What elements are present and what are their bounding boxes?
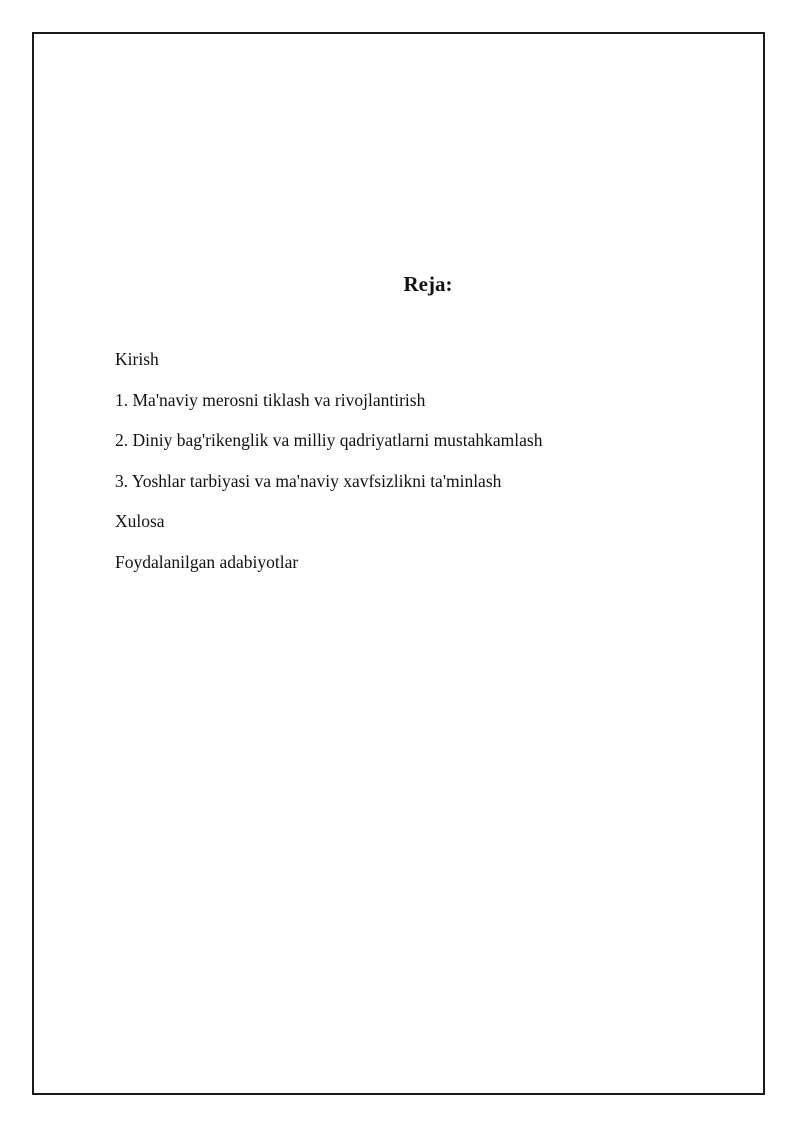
page-title: Reja: xyxy=(403,272,453,296)
plan-item-1: 1. Ma'naviy merosni tiklash va rivojlantirish xyxy=(115,389,426,410)
plan-item-introduction: Kirish xyxy=(115,349,159,369)
plan-item-conclusion: Xulosa xyxy=(115,511,165,531)
plan-list xyxy=(115,349,542,592)
plan-item-3: 3. Yoshlar tarbiyasi va ma'naviy xavfsizlikni ta'minlash xyxy=(115,470,502,491)
plan-item-references: Foydalanilgan adabiyotlar xyxy=(115,551,299,572)
plan-item-2: 2. Diniy bag'rikenglik va milliy qadriyatlarni mustahkamlash xyxy=(115,430,543,450)
